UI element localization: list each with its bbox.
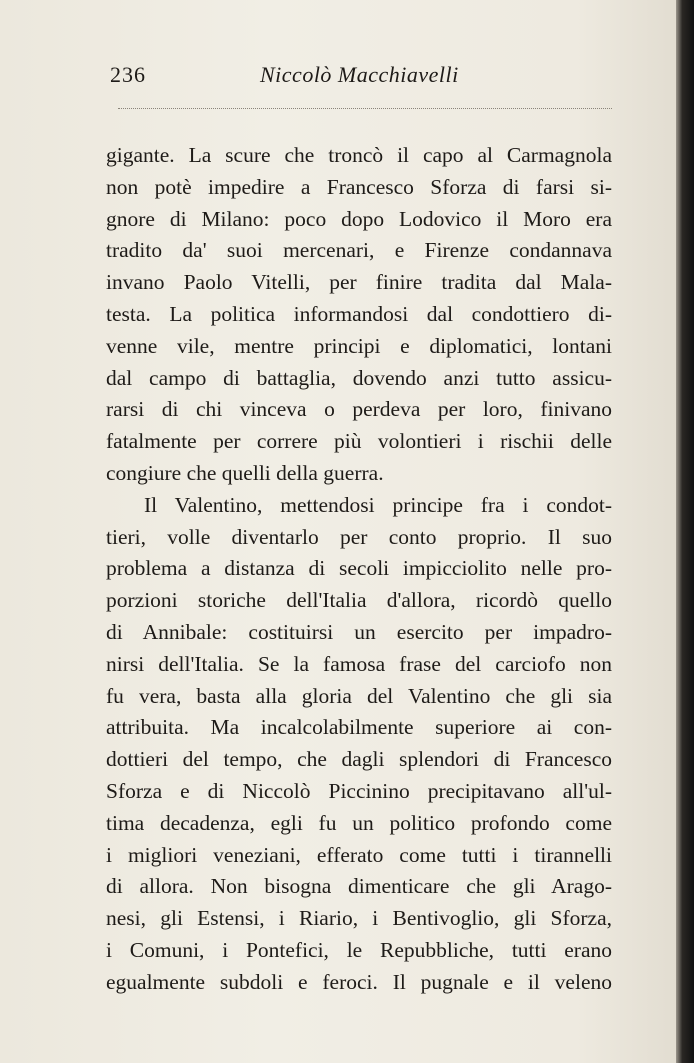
text-line: problema a distanza di secoli impicciolito nelle pro- — [106, 556, 612, 581]
text-line: di allora. Non bisogna dimenticare che gli Arago- — [106, 874, 612, 899]
header-rule — [118, 108, 612, 109]
text-line: nesi, gli Estensi, i Riario, i Bentivoglio, gli Sforza, — [106, 906, 612, 931]
text-line: dottieri del tempo, che dagli splendori di Francesco — [106, 747, 612, 772]
text-line: nirsi dell'Italia. Se la famosa frase del carciofo non — [106, 651, 612, 676]
page-number: 236 — [110, 62, 146, 87]
text-line: testa. La politica informandosi dal condottiero di- — [106, 301, 612, 326]
running-title: Niccolò Macchiavelli — [260, 62, 459, 87]
text-line: fu vera, basta alla gloria del Valentino che gli sia — [106, 683, 612, 708]
body-text — [106, 140, 612, 999]
text-line: tieri, volle diventarlo per conto proprio. Il suo — [106, 524, 612, 549]
text-line: fatalmente per correre più volontieri i rischii delle — [106, 429, 612, 454]
text-line: i Comuni, i Pontefici, le Repubbliche, tutti erano — [106, 937, 612, 962]
text-line: di Annibale: costituirsi un esercito per impadro- — [106, 619, 612, 644]
text-line: gnore di Milano: poco dopo Lodovico il Moro era — [106, 206, 612, 231]
text-line: invano Paolo Vitelli, per finire tradita dal Mala- — [106, 270, 612, 295]
text-line: egualmente subdoli e feroci. Il pugnale e il veleno — [106, 969, 612, 994]
text-line: i migliori veneziani, efferato come tutti i tirannelli — [106, 842, 612, 867]
running-head — [110, 62, 610, 94]
text-line: congiure che quelli della guerra. — [106, 460, 384, 485]
text-line: Il Valentino, mettendosi principe fra i condot- — [144, 492, 612, 517]
text-line: tradito da' suoi mercenari, e Firenze condannava — [106, 238, 612, 263]
text-line: rarsi di chi vinceva o perdeva per loro, finivano — [106, 397, 612, 422]
text-line: tima decadenza, egli fu un politico profondo come — [106, 810, 612, 835]
text-line: venne vile, mentre principi e diplomatici, lontani — [106, 333, 612, 358]
book-spine-shadow — [676, 0, 694, 1063]
text-line: porzioni storiche dell'Italia d'allora, ricordò quello — [106, 588, 612, 613]
text-line: dal campo di battaglia, dovendo anzi tutto assicu- — [106, 365, 612, 390]
text-line: gigante. La scure che troncò il capo al Carmagnola — [106, 143, 612, 167]
text-line: Sforza e di Niccolò Piccinino precipitavano all'ul- — [106, 778, 612, 803]
text-line: attribuita. Ma incalcolabilmente superiore ai con- — [106, 715, 612, 740]
text-line: non potè impedire a Francesco Sforza di farsi si- — [106, 174, 612, 199]
